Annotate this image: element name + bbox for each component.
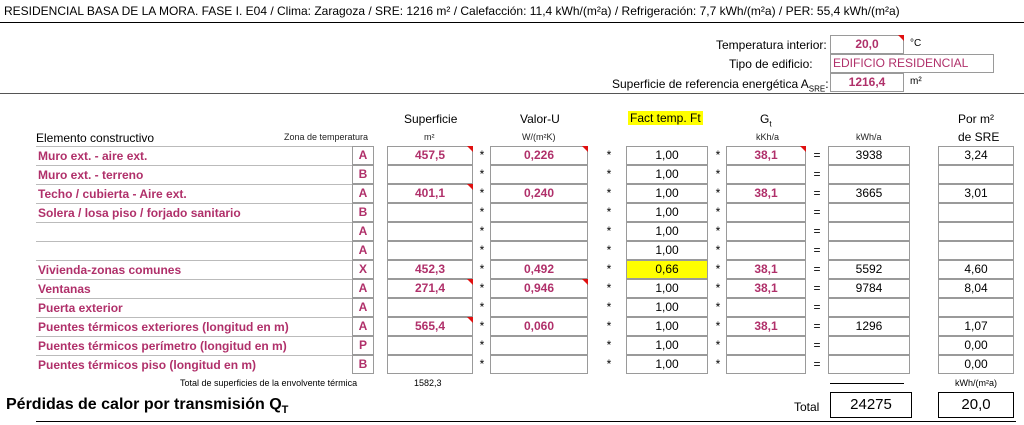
equals-operator: = bbox=[813, 338, 821, 352]
row-per-cell[interactable]: 1,07 bbox=[938, 317, 1014, 336]
times-operator: * bbox=[479, 319, 485, 333]
title-divider bbox=[0, 22, 1024, 23]
row-ft-cell[interactable]: 1,00 bbox=[626, 298, 708, 317]
times-operator: * bbox=[715, 205, 721, 219]
row-ft-cell[interactable]: 1,00 bbox=[626, 355, 708, 374]
losses-heading-sub: T bbox=[281, 404, 289, 417]
row-gt-cell[interactable] bbox=[726, 222, 806, 241]
sre-label-text: Superficie de referencia energética A bbox=[612, 77, 809, 91]
row-area-cell[interactable]: 401,1 bbox=[387, 184, 473, 203]
row-u-cell[interactable] bbox=[490, 165, 588, 184]
times-operator: * bbox=[606, 357, 612, 371]
row-ft-cell[interactable]: 0,66 bbox=[626, 260, 708, 279]
row-per-cell[interactable]: 4,60 bbox=[938, 260, 1014, 279]
row-u-cell[interactable] bbox=[490, 203, 588, 222]
times-operator: * bbox=[606, 262, 612, 276]
times-operator: * bbox=[606, 319, 612, 333]
header-kwh-unit: kWh/a bbox=[856, 132, 882, 142]
times-operator: * bbox=[715, 186, 721, 200]
row-kwh-cell[interactable]: 3938 bbox=[828, 146, 910, 165]
equals-operator: = bbox=[813, 262, 821, 276]
row-area-cell[interactable] bbox=[387, 241, 473, 260]
row-per-cell[interactable]: 3,01 bbox=[938, 184, 1014, 203]
row-gt-cell[interactable]: 38,1 bbox=[726, 317, 806, 336]
temp-value-cell[interactable]: 20,0 bbox=[830, 35, 904, 54]
row-label bbox=[36, 241, 372, 260]
times-operator: * bbox=[479, 281, 485, 295]
row-area-cell[interactable] bbox=[387, 222, 473, 241]
row-label: Solera / losa piso / forjado sanitario bbox=[36, 203, 372, 222]
times-operator: * bbox=[479, 167, 485, 181]
row-kwh-cell[interactable] bbox=[828, 336, 910, 355]
header-gt-text: G bbox=[760, 112, 770, 126]
sre-label-colon: : bbox=[825, 77, 829, 91]
header-superficie: Superficie bbox=[404, 112, 458, 126]
row-label: Puerta exterior bbox=[36, 298, 372, 317]
row-gt-cell[interactable] bbox=[726, 241, 806, 260]
row-ft-cell[interactable]: 1,00 bbox=[626, 317, 708, 336]
times-operator: * bbox=[606, 148, 612, 162]
times-operator: * bbox=[715, 224, 721, 238]
equals-operator: = bbox=[813, 186, 821, 200]
losses-heading-text: Pérdidas de calor por transmisión Q bbox=[6, 396, 282, 413]
tipo-label: Tipo de edificio: bbox=[729, 57, 813, 71]
row-area-cell[interactable] bbox=[387, 165, 473, 184]
times-operator: * bbox=[715, 243, 721, 257]
times-operator: * bbox=[479, 205, 485, 219]
row-kwh-cell[interactable]: 9784 bbox=[828, 279, 910, 298]
row-ft-cell[interactable]: 1,00 bbox=[626, 336, 708, 355]
row-area-cell[interactable] bbox=[387, 298, 473, 317]
temp-label: Temperatura interior: bbox=[716, 38, 827, 52]
times-operator: * bbox=[606, 167, 612, 181]
equals-operator: = bbox=[813, 205, 821, 219]
header-valor-u: Valor-U bbox=[520, 112, 560, 126]
row-per-cell[interactable] bbox=[938, 298, 1014, 317]
times-operator: * bbox=[479, 148, 485, 162]
times-operator: * bbox=[479, 357, 485, 371]
times-operator: * bbox=[606, 243, 612, 257]
row-gt-cell[interactable]: 38,1 bbox=[726, 184, 806, 203]
sheet-title: RESIDENCIAL BASA DE LA MORA. FASE I. E04 / Clima: Zaragoza / SRE: 1216 m² / Calefacción: 11,4 kWh/(m²a) / Refrigeración: 7,7 kWh/(m²a) / PER: 55,4 kWh/(m²a) bbox=[4, 4, 900, 18]
row-u-cell[interactable]: 0,240 bbox=[490, 184, 588, 203]
header-superficie-unit: m² bbox=[424, 132, 435, 142]
row-per-cell[interactable] bbox=[938, 165, 1014, 184]
row-u-cell[interactable] bbox=[490, 241, 588, 260]
row-gt-cell[interactable] bbox=[726, 165, 806, 184]
row-u-cell[interactable] bbox=[490, 336, 588, 355]
row-label: Techo / cubierta - Aire ext. bbox=[36, 184, 372, 203]
row-label: Puentes térmicos piso (longitud en m) bbox=[36, 355, 372, 374]
times-operator: * bbox=[479, 262, 485, 276]
row-zone-cell[interactable]: A bbox=[352, 146, 374, 165]
equals-operator: = bbox=[813, 281, 821, 295]
row-kwh-cell[interactable] bbox=[828, 165, 910, 184]
header-de-sre: de SRE bbox=[958, 130, 1000, 144]
equals-operator: = bbox=[813, 357, 821, 371]
row-zone-cell[interactable]: B bbox=[352, 355, 374, 374]
times-operator: * bbox=[606, 338, 612, 352]
header-gt-sub: t bbox=[769, 119, 772, 129]
times-operator: * bbox=[479, 224, 485, 238]
times-operator: * bbox=[715, 262, 721, 276]
times-operator: * bbox=[606, 281, 612, 295]
row-ft-cell[interactable]: 1,00 bbox=[626, 222, 708, 241]
row-per-cell[interactable]: 0,00 bbox=[938, 336, 1014, 355]
row-gt-cell[interactable] bbox=[726, 203, 806, 222]
row-kwh-cell[interactable]: 1296 bbox=[828, 317, 910, 336]
row-per-cell[interactable]: 3,24 bbox=[938, 146, 1014, 165]
equals-operator: = bbox=[813, 167, 821, 181]
times-operator: * bbox=[715, 300, 721, 314]
row-label: Puentes térmicos perímetro (longitud en m) bbox=[36, 336, 372, 355]
row-kwh-cell[interactable]: 3665 bbox=[828, 184, 910, 203]
times-operator: * bbox=[479, 338, 485, 352]
row-zone-cell[interactable]: A bbox=[352, 317, 374, 336]
row-gt-cell[interactable]: 38,1 bbox=[726, 260, 806, 279]
row-u-cell[interactable]: 0,946 bbox=[490, 279, 588, 298]
row-gt-cell[interactable] bbox=[726, 298, 806, 317]
row-ft-cell[interactable]: 1,00 bbox=[626, 279, 708, 298]
total-area-label: Total de superficies de la envolvente térmica bbox=[180, 378, 358, 388]
times-operator: * bbox=[606, 186, 612, 200]
row-area-cell[interactable] bbox=[387, 355, 473, 374]
row-per-cell[interactable]: 8,04 bbox=[938, 279, 1014, 298]
row-zone-cell[interactable]: A bbox=[352, 241, 374, 260]
row-u-cell[interactable]: 0,226 bbox=[490, 146, 588, 165]
equals-operator: = bbox=[813, 148, 821, 162]
total-per-unit: kWh/(m²a) bbox=[955, 378, 997, 388]
times-operator: * bbox=[715, 357, 721, 371]
sre-value-cell[interactable]: 1216,4 bbox=[830, 73, 904, 92]
times-operator: * bbox=[479, 243, 485, 257]
header-gt bbox=[760, 112, 772, 128]
header-elemento: Elemento constructivo bbox=[36, 131, 155, 145]
row-area-cell[interactable]: 452,3 bbox=[387, 260, 473, 279]
row-kwh-cell[interactable]: 5592 bbox=[828, 260, 910, 279]
header-fact-temp: Fact temp. Ft bbox=[630, 111, 701, 125]
equals-operator: = bbox=[813, 300, 821, 314]
row-u-cell[interactable]: 0,060 bbox=[490, 317, 588, 336]
row-kwh-cell[interactable] bbox=[828, 241, 910, 260]
header-valor-u-unit: W/(m²K) bbox=[522, 132, 556, 142]
row-gt-cell[interactable] bbox=[726, 355, 806, 374]
row-per-cell[interactable] bbox=[938, 203, 1014, 222]
row-gt-cell[interactable]: 38,1 bbox=[726, 279, 806, 298]
row-u-cell[interactable] bbox=[490, 222, 588, 241]
times-operator: * bbox=[715, 338, 721, 352]
row-zone-cell[interactable]: A bbox=[352, 298, 374, 317]
row-label: Muro ext. - aire ext. bbox=[36, 146, 372, 165]
row-per-cell[interactable] bbox=[938, 241, 1014, 260]
times-operator: * bbox=[479, 186, 485, 200]
sre-unit: m² bbox=[910, 76, 922, 87]
row-zone-cell[interactable]: B bbox=[352, 203, 374, 222]
params-divider bbox=[0, 93, 1024, 94]
sre-label bbox=[612, 77, 829, 93]
equals-operator: = bbox=[813, 319, 821, 333]
losses-heading bbox=[6, 396, 288, 416]
row-ft-cell[interactable]: 1,00 bbox=[626, 184, 708, 203]
row-ft-cell[interactable]: 1,00 bbox=[626, 203, 708, 222]
total-label: Total bbox=[794, 400, 820, 414]
row-zone-cell[interactable]: B bbox=[352, 165, 374, 184]
row-zone-cell[interactable]: A bbox=[352, 279, 374, 298]
row-zone-cell[interactable]: A bbox=[352, 222, 374, 241]
times-operator: * bbox=[606, 300, 612, 314]
row-u-cell[interactable] bbox=[490, 298, 588, 317]
row-ft-cell[interactable]: 1,00 bbox=[626, 146, 708, 165]
row-per-cell[interactable]: 0,00 bbox=[938, 355, 1014, 374]
row-zone-cell[interactable]: X bbox=[352, 260, 374, 279]
row-kwh-cell[interactable] bbox=[828, 355, 910, 374]
row-label bbox=[36, 222, 372, 241]
times-operator: * bbox=[479, 300, 485, 314]
row-area-cell[interactable] bbox=[387, 336, 473, 355]
row-u-cell[interactable]: 0,492 bbox=[490, 260, 588, 279]
row-label: Puentes térmicos exteriores (longitud en m) bbox=[36, 317, 372, 336]
row-label: Vivienda-zonas comunes bbox=[36, 260, 372, 279]
row-kwh-cell[interactable] bbox=[828, 203, 910, 222]
times-operator: * bbox=[715, 148, 721, 162]
bottom-border bbox=[36, 421, 1016, 422]
times-operator: * bbox=[715, 319, 721, 333]
header-por-m2: Por m² bbox=[958, 112, 994, 126]
row-label: Muro ext. - terreno bbox=[36, 165, 372, 184]
row-kwh-cell[interactable] bbox=[828, 222, 910, 241]
row-gt-cell[interactable]: 38,1 bbox=[726, 146, 806, 165]
times-operator: * bbox=[715, 281, 721, 295]
row-label: Ventanas bbox=[36, 279, 372, 298]
row-zone-cell[interactable]: A bbox=[352, 184, 374, 203]
times-operator: * bbox=[606, 205, 612, 219]
row-u-cell[interactable] bbox=[490, 355, 588, 374]
header-zona: Zona de temperatura bbox=[284, 132, 369, 142]
temp-unit: °C bbox=[910, 38, 922, 49]
equals-operator: = bbox=[813, 243, 821, 257]
times-operator: * bbox=[606, 224, 612, 238]
tipo-value-cell[interactable]: EDIFICIO RESIDENCIAL bbox=[830, 54, 994, 73]
row-ft-cell[interactable]: 1,00 bbox=[626, 165, 708, 184]
total-kwh-cell[interactable]: 24275 bbox=[830, 392, 912, 418]
row-area-cell[interactable]: 271,4 bbox=[387, 279, 473, 298]
total-underline bbox=[830, 383, 904, 384]
row-per-cell[interactable] bbox=[938, 222, 1014, 241]
times-operator: * bbox=[715, 167, 721, 181]
row-area-cell[interactable] bbox=[387, 203, 473, 222]
header-gt-unit: kKh/a bbox=[756, 132, 780, 142]
row-area-cell[interactable]: 565,4 bbox=[387, 317, 473, 336]
sre-label-sub: SRE bbox=[808, 84, 826, 94]
row-gt-cell[interactable] bbox=[726, 336, 806, 355]
equals-operator: = bbox=[813, 224, 821, 238]
row-area-cell[interactable]: 457,5 bbox=[387, 146, 473, 165]
row-kwh-cell[interactable] bbox=[828, 298, 910, 317]
row-ft-cell[interactable]: 1,00 bbox=[626, 241, 708, 260]
total-per-cell[interactable]: 20,0 bbox=[938, 392, 1014, 418]
row-zone-cell[interactable]: P bbox=[352, 336, 374, 355]
total-area-value: 1582,3 bbox=[414, 378, 442, 388]
